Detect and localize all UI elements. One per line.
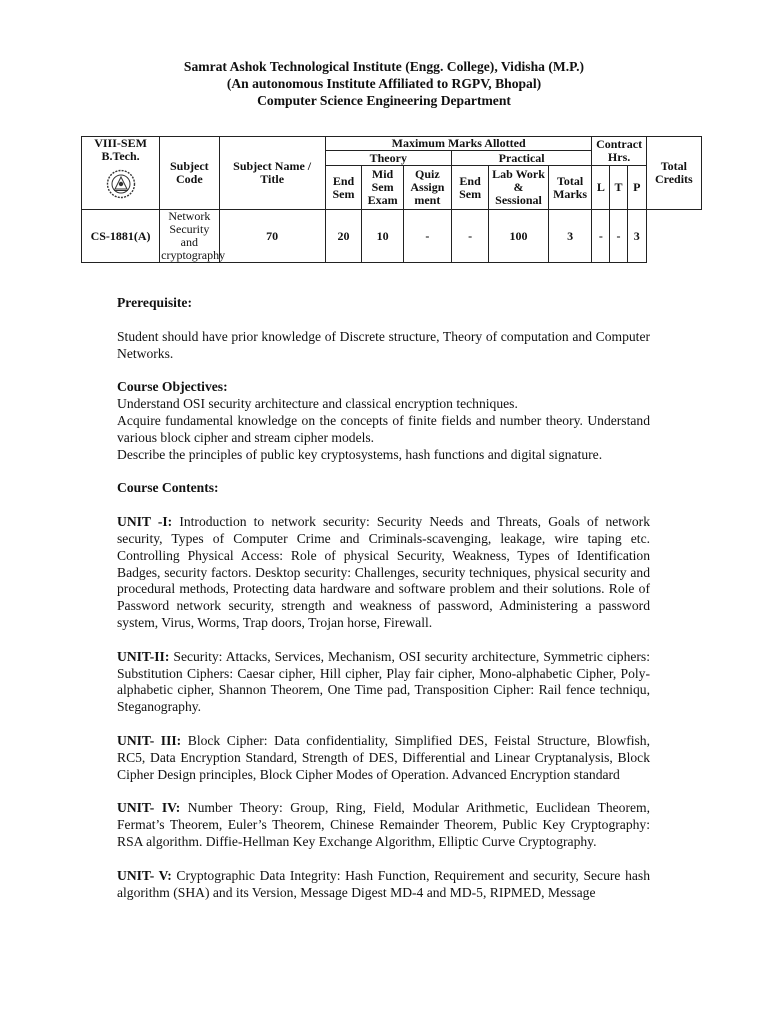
objective-item: Describe the principles of public key cryptosystems, hash functions and digital signature. [117, 446, 603, 462]
objectives-heading: Course Objectives: [117, 379, 228, 395]
subject-code-cell: CS-1881(A) [82, 210, 160, 263]
practical-header: Practical [451, 151, 592, 166]
unit-text: Introduction to network security: Security Needs and Threats, Goals of network security, Types of Computer Crime and Criminals-scavenging, leakage, wire taping etc. Controlling Physical Access: Role of physical Security, Weakness, Types of Identification Badges, security factors. Desktop security: Challenges, security techniques, physical security and procedural methods, Protecting data hardware and software problem and their solutions. Role of Password network security, strength and weakness of password, Administering a password system, Virus, Worms, Trap doors, Trojan horse, Firewall. [117, 514, 651, 630]
prerequisite-heading: Prerequisite: [117, 295, 192, 310]
program-label: B.Tech. [101, 149, 140, 163]
practical-end-sem-header: End Sem [451, 166, 489, 210]
quiz-cell: 10 [362, 210, 404, 263]
subject-name-cell: Network Security and cryptography [161, 209, 226, 262]
total-credits-header: Total Credits [646, 137, 701, 210]
quiz-assignment-header: Quiz Assign ment [403, 166, 451, 210]
course-content [117, 295, 650, 901]
contents-heading: Course Contents: [117, 480, 219, 496]
tutorial-cell: - [592, 210, 610, 263]
unit-label: UNIT -I: [117, 514, 173, 530]
lab-work-cell: - [451, 210, 489, 263]
department-name: Computer Science Engineering Department [257, 92, 511, 108]
maximum-marks-header: Maximum Marks Allotted [325, 137, 592, 151]
practical-hours-header: P [627, 166, 646, 210]
total-credits-cell: 3 [627, 210, 646, 263]
mid-sem-exam-header: Mid Sem Exam [362, 166, 404, 210]
table-row [82, 210, 702, 263]
document-header [0, 59, 768, 109]
theory-header: Theory [325, 151, 451, 166]
unit-text: Block Cipher: Data confidentiality, Simplified DES, Feistal Structure, Blowfish, RC5, Data Encryption Standard, Strength of DES, Differential and Linear Cryptanalysis, Block Cipher Design principles, Block Cipher Modes of Operation. Advanced Encryption standard [117, 732, 650, 782]
lab-work-header: Lab Work & Sessional [489, 166, 548, 210]
objective-item: Acquire fundamental knowledge on the concepts of finite fields and number theory. Understand various block cipher and stream cipher models. [117, 412, 650, 445]
subject-code-header: Subject Code [160, 137, 219, 210]
tutorial-header: T [610, 166, 628, 210]
unit-label: UNIT- V: [117, 867, 172, 883]
unit-5 [117, 868, 650, 902]
syllabus-table [81, 136, 702, 263]
unit-4 [117, 800, 650, 850]
semester-cell [82, 137, 160, 210]
semester-label: VIII-SEM [94, 136, 147, 150]
unit-text: Cryptographic Data Integrity: Hash Function, Requirement and security, Secure hash algorithm (SHA) and its Version, Message Digest MD-4 and MD-5, RIPMED, Message [117, 867, 650, 900]
practical-hours-cell: - [610, 210, 628, 263]
theory-end-sem-cell: 70 [219, 210, 325, 263]
contract-hours-header: Contract Hrs. [592, 137, 646, 166]
unit-label: UNIT- III: [117, 732, 182, 748]
total-marks-cell: 100 [489, 210, 548, 263]
unit-label: UNIT- IV: [117, 800, 181, 816]
practical-end-sem-cell: - [403, 210, 451, 263]
institute-emblem-icon [106, 169, 136, 199]
prerequisite-text: Student should have prior knowledge of Discrete structure, Theory of computation and Computer Networks. [117, 328, 650, 361]
theory-end-sem-header: End Sem [325, 166, 361, 210]
unit-1 [117, 514, 650, 632]
lecture-header: L [592, 166, 610, 210]
total-marks-header: Total Marks [548, 166, 592, 210]
institute-name: Samrat Ashok Technological Institute (Engg. College), Vidisha (M.P.) [183, 59, 585, 74]
unit-2 [117, 649, 650, 716]
subject-name-header: Subject Name / Title [219, 137, 325, 210]
unit-label: UNIT-II: [117, 648, 170, 664]
unit-text: Security: Attacks, Services, Mechanism, OSI security architecture, Symmetric ciphers: Substitution Ciphers: Caesar cipher, Hill cipher, Play fair cipher, Mono-alphabetic Cipher, Poly-alphabetic cipher, Shannon Theorem, One Time pad, Transposition Cipher: Rail fence techniqu, Steganography. [117, 648, 650, 715]
objective-item: Understand OSI security architecture and classical encryption techniques. [117, 396, 518, 412]
mid-sem-cell: 20 [325, 210, 361, 263]
unit-text: Number Theory: Group, Ring, Field, Modular Arithmetic, Euclidean Theorem, Fermat’s Theorem, Euler’s Theorem, Chinese Remainder Theorem, Public Key Cryptography: RSA algorithm. Diffie-Hellman Key Exchange Algorithm, Elliptic Curve Cryptography. [117, 800, 650, 849]
unit-3 [117, 733, 650, 783]
institute-affiliation: (An autonomous Institute Affiliated to RGPV, Bhopal) [226, 75, 542, 91]
lecture-cell: 3 [548, 210, 592, 263]
